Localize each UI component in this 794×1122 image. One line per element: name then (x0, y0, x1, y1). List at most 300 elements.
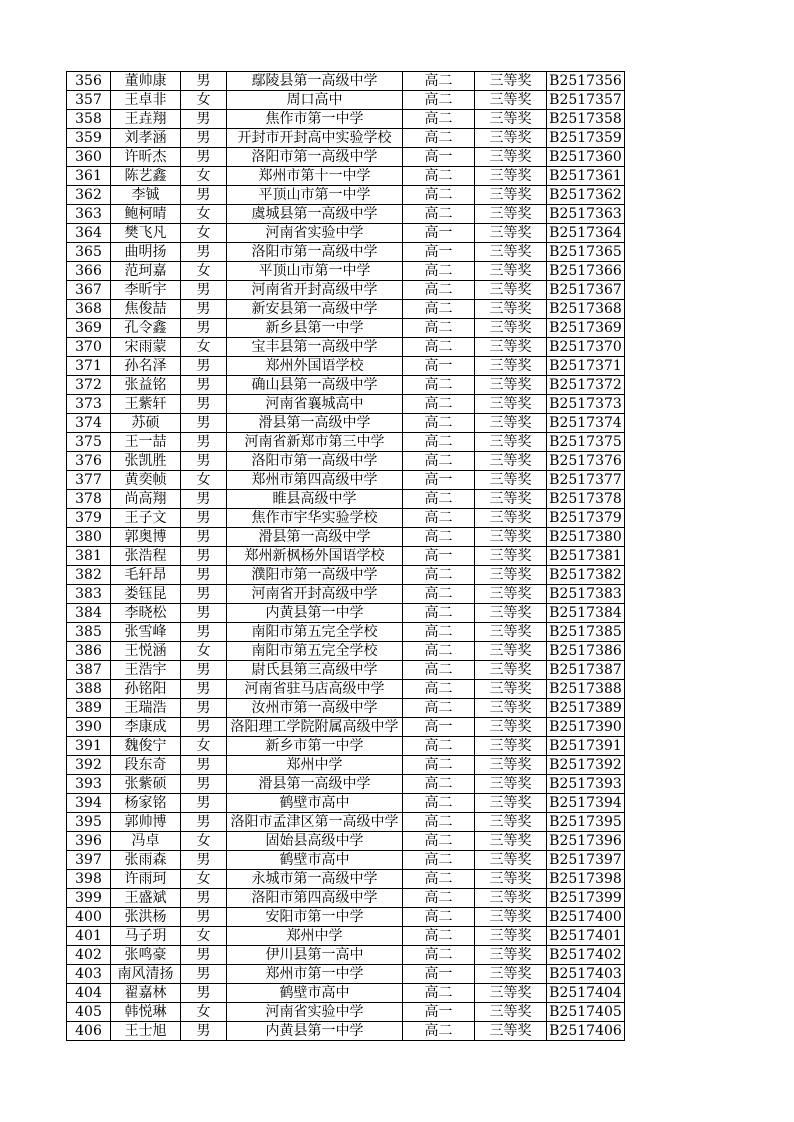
student-name-cell: 张鸣豪 (111, 946, 181, 965)
award-cell: 三等奖 (475, 528, 547, 547)
table-row (67, 91, 625, 110)
school-cell: 虞城县第一高级中学 (227, 205, 403, 224)
row-number-cell: 395 (67, 813, 111, 832)
certificate-id-cell: B2517396 (547, 832, 625, 851)
row-number-cell: 402 (67, 946, 111, 965)
table-row (67, 680, 625, 699)
student-name-cell: 王悦涵 (111, 642, 181, 661)
table-row (67, 737, 625, 756)
grade-cell: 高一 (403, 718, 475, 737)
gender-cell: 男 (181, 395, 227, 414)
student-name-cell: 范珂嘉 (111, 262, 181, 281)
certificate-id-cell: B2517365 (547, 243, 625, 262)
gender-cell: 男 (181, 357, 227, 376)
grade-cell: 高二 (403, 72, 475, 91)
award-cell: 三等奖 (475, 984, 547, 1003)
school-cell: 内黄县第一中学 (227, 1022, 403, 1041)
table-row (67, 1022, 625, 1041)
gender-cell: 女 (181, 205, 227, 224)
award-cell: 三等奖 (475, 414, 547, 433)
certificate-id-cell: B2517359 (547, 129, 625, 148)
award-cell: 三等奖 (475, 642, 547, 661)
gender-cell: 男 (181, 414, 227, 433)
gender-cell: 女 (181, 737, 227, 756)
school-cell: 滑县第一高级中学 (227, 775, 403, 794)
row-number-cell: 369 (67, 319, 111, 338)
school-cell: 新安县第一高级中学 (227, 300, 403, 319)
table-row (67, 718, 625, 737)
row-number-cell: 358 (67, 110, 111, 129)
row-number-cell: 373 (67, 395, 111, 414)
student-name-cell: 王紫轩 (111, 395, 181, 414)
gender-cell: 男 (181, 129, 227, 148)
school-cell: 尉氏县第三高级中学 (227, 661, 403, 680)
row-number-cell: 380 (67, 528, 111, 547)
student-name-cell: 张雨森 (111, 851, 181, 870)
certificate-id-cell: B2517357 (547, 91, 625, 110)
gender-cell: 男 (181, 699, 227, 718)
gender-cell: 女 (181, 642, 227, 661)
gender-cell: 男 (181, 623, 227, 642)
grade-cell: 高二 (403, 433, 475, 452)
grade-cell: 高二 (403, 642, 475, 661)
award-cell: 三等奖 (475, 585, 547, 604)
gender-cell: 男 (181, 813, 227, 832)
award-cell: 三等奖 (475, 661, 547, 680)
student-name-cell: 李晓松 (111, 604, 181, 623)
certificate-id-cell: B2517387 (547, 661, 625, 680)
row-number-cell: 405 (67, 1003, 111, 1022)
gender-cell: 男 (181, 794, 227, 813)
student-name-cell: 张益铭 (111, 376, 181, 395)
student-name-cell: 宋雨蒙 (111, 338, 181, 357)
grade-cell: 高二 (403, 889, 475, 908)
row-number-cell: 386 (67, 642, 111, 661)
school-cell: 永城市第一高级中学 (227, 870, 403, 889)
award-cell: 三等奖 (475, 224, 547, 243)
gender-cell: 女 (181, 224, 227, 243)
award-cell: 三等奖 (475, 623, 547, 642)
award-cell: 三等奖 (475, 148, 547, 167)
student-name-cell: 张浩程 (111, 547, 181, 566)
student-name-cell: 王卓非 (111, 91, 181, 110)
school-cell: 滑县第一高级中学 (227, 414, 403, 433)
gender-cell: 男 (181, 490, 227, 509)
student-name-cell: 孙铭阳 (111, 680, 181, 699)
school-cell: 郑州外国语学校 (227, 357, 403, 376)
table-row (67, 509, 625, 528)
student-name-cell: 尚高翔 (111, 490, 181, 509)
student-name-cell: 李铖 (111, 186, 181, 205)
certificate-id-cell: B2517399 (547, 889, 625, 908)
row-number-cell: 388 (67, 680, 111, 699)
row-number-cell: 387 (67, 661, 111, 680)
school-cell: 郑州中学 (227, 756, 403, 775)
school-cell: 汝州市第一高级中学 (227, 699, 403, 718)
table-row (67, 395, 625, 414)
gender-cell: 男 (181, 946, 227, 965)
student-name-cell: 韩悦琳 (111, 1003, 181, 1022)
gender-cell: 男 (181, 661, 227, 680)
award-cell: 三等奖 (475, 1022, 547, 1041)
table-row (67, 927, 625, 946)
student-name-cell: 南风清扬 (111, 965, 181, 984)
gender-cell: 男 (181, 984, 227, 1003)
gender-cell: 男 (181, 452, 227, 471)
gender-cell: 女 (181, 927, 227, 946)
grade-cell: 高二 (403, 566, 475, 585)
certificate-id-cell: B2517379 (547, 509, 625, 528)
certificate-id-cell: B2517371 (547, 357, 625, 376)
table-row (67, 566, 625, 585)
award-cell: 三等奖 (475, 281, 547, 300)
award-cell: 三等奖 (475, 813, 547, 832)
award-cell: 三等奖 (475, 471, 547, 490)
grade-cell: 高二 (403, 832, 475, 851)
row-number-cell: 379 (67, 509, 111, 528)
table-row (67, 661, 625, 680)
gender-cell: 男 (181, 547, 227, 566)
gender-cell: 女 (181, 91, 227, 110)
row-number-cell: 365 (67, 243, 111, 262)
gender-cell: 男 (181, 509, 227, 528)
grade-cell: 高二 (403, 186, 475, 205)
certificate-id-cell: B2517373 (547, 395, 625, 414)
table-row (67, 528, 625, 547)
gender-cell: 男 (181, 889, 227, 908)
award-cell: 三等奖 (475, 452, 547, 471)
award-cell: 三等奖 (475, 946, 547, 965)
school-cell: 郑州市第四高级中学 (227, 471, 403, 490)
school-cell: 南阳市第五完全学校 (227, 642, 403, 661)
gender-cell: 男 (181, 851, 227, 870)
table-row (67, 262, 625, 281)
school-cell: 南阳市第五完全学校 (227, 623, 403, 642)
award-cell: 三等奖 (475, 319, 547, 338)
table-row (67, 224, 625, 243)
row-number-cell: 393 (67, 775, 111, 794)
grade-cell: 高二 (403, 414, 475, 433)
gender-cell: 男 (181, 718, 227, 737)
award-cell: 三等奖 (475, 243, 547, 262)
certificate-id-cell: B2517401 (547, 927, 625, 946)
gender-cell: 男 (181, 680, 227, 699)
certificate-id-cell: B2517384 (547, 604, 625, 623)
certificate-id-cell: B2517372 (547, 376, 625, 395)
grade-cell: 高二 (403, 775, 475, 794)
school-cell: 洛阳市第一高级中学 (227, 243, 403, 262)
table-row (67, 186, 625, 205)
certificate-id-cell: B2517386 (547, 642, 625, 661)
certificate-id-cell: B2517398 (547, 870, 625, 889)
school-cell: 固始县高级中学 (227, 832, 403, 851)
student-name-cell: 王盛斌 (111, 889, 181, 908)
certificate-id-cell: B2517380 (547, 528, 625, 547)
school-cell: 新乡县第一中学 (227, 319, 403, 338)
certificate-id-cell: B2517402 (547, 946, 625, 965)
grade-cell: 高二 (403, 376, 475, 395)
table-row (67, 794, 625, 813)
grade-cell: 高二 (403, 1022, 475, 1041)
award-cell: 三等奖 (475, 1003, 547, 1022)
certificate-id-cell: B2517388 (547, 680, 625, 699)
award-cell: 三等奖 (475, 338, 547, 357)
grade-cell: 高一 (403, 243, 475, 262)
table-row (67, 1003, 625, 1022)
award-cell: 三等奖 (475, 395, 547, 414)
award-cell: 三等奖 (475, 756, 547, 775)
certificate-id-cell: B2517389 (547, 699, 625, 718)
table-row (67, 167, 625, 186)
school-cell: 焦作市宇华实验学校 (227, 509, 403, 528)
award-cell: 三等奖 (475, 186, 547, 205)
grade-cell: 高二 (403, 680, 475, 699)
school-cell: 河南省襄城高中 (227, 395, 403, 414)
award-cell: 三等奖 (475, 262, 547, 281)
school-cell: 河南省开封高级中学 (227, 281, 403, 300)
school-cell: 鹤壁市高中 (227, 851, 403, 870)
school-cell: 鹤壁市高中 (227, 984, 403, 1003)
certificate-id-cell: B2517362 (547, 186, 625, 205)
table-row (67, 452, 625, 471)
award-cell: 三等奖 (475, 604, 547, 623)
table-row (67, 623, 625, 642)
table-row (67, 414, 625, 433)
grade-cell: 高二 (403, 699, 475, 718)
school-cell: 河南省实验中学 (227, 224, 403, 243)
gender-cell: 男 (181, 585, 227, 604)
grade-cell: 高二 (403, 528, 475, 547)
certificate-id-cell: B2517360 (547, 148, 625, 167)
student-name-cell: 王子文 (111, 509, 181, 528)
school-cell: 周口高中 (227, 91, 403, 110)
grade-cell: 高二 (403, 851, 475, 870)
certificate-id-cell: B2517361 (547, 167, 625, 186)
row-number-cell: 383 (67, 585, 111, 604)
row-number-cell: 368 (67, 300, 111, 319)
certificate-id-cell: B2517383 (547, 585, 625, 604)
row-number-cell: 398 (67, 870, 111, 889)
school-cell: 郑州中学 (227, 927, 403, 946)
award-cell: 三等奖 (475, 376, 547, 395)
row-number-cell: 371 (67, 357, 111, 376)
award-cell: 三等奖 (475, 72, 547, 91)
student-name-cell: 王一喆 (111, 433, 181, 452)
school-cell: 河南省驻马店高级中学 (227, 680, 403, 699)
certificate-id-cell: B2517405 (547, 1003, 625, 1022)
row-number-cell: 382 (67, 566, 111, 585)
award-cell: 三等奖 (475, 927, 547, 946)
award-cell: 三等奖 (475, 965, 547, 984)
table-row (67, 72, 625, 91)
table-row (67, 642, 625, 661)
certificate-id-cell: B2517394 (547, 794, 625, 813)
award-cell: 三等奖 (475, 851, 547, 870)
row-number-cell: 400 (67, 908, 111, 927)
student-name-cell: 曲明扬 (111, 243, 181, 262)
certificate-id-cell: B2517367 (547, 281, 625, 300)
row-number-cell: 357 (67, 91, 111, 110)
grade-cell: 高二 (403, 737, 475, 756)
gender-cell: 男 (181, 775, 227, 794)
student-name-cell: 郭奥博 (111, 528, 181, 547)
school-cell: 洛阳市第四高级中学 (227, 889, 403, 908)
grade-cell: 高二 (403, 927, 475, 946)
table-row (67, 129, 625, 148)
student-name-cell: 董帅康 (111, 72, 181, 91)
student-name-cell: 李昕宇 (111, 281, 181, 300)
school-cell: 滑县第一高级中学 (227, 528, 403, 547)
certificate-id-cell: B2517390 (547, 718, 625, 737)
award-cell: 三等奖 (475, 91, 547, 110)
school-cell: 鄢陵县第一高级中学 (227, 72, 403, 91)
award-cell: 三等奖 (475, 167, 547, 186)
award-cell: 三等奖 (475, 680, 547, 699)
grade-cell: 高二 (403, 281, 475, 300)
school-cell: 宝丰县第一高级中学 (227, 338, 403, 357)
school-cell: 伊川县第一高中 (227, 946, 403, 965)
row-number-cell: 391 (67, 737, 111, 756)
grade-cell: 高二 (403, 509, 475, 528)
grade-cell: 高二 (403, 585, 475, 604)
gender-cell: 男 (181, 756, 227, 775)
gender-cell: 男 (181, 319, 227, 338)
table-row (67, 984, 625, 1003)
gender-cell: 男 (181, 281, 227, 300)
table-row (67, 471, 625, 490)
award-cell: 三等奖 (475, 794, 547, 813)
student-name-cell: 焦俊喆 (111, 300, 181, 319)
row-number-cell: 389 (67, 699, 111, 718)
gender-cell: 男 (181, 243, 227, 262)
certificate-id-cell: B2517378 (547, 490, 625, 509)
certificate-id-cell: B2517392 (547, 756, 625, 775)
grade-cell: 高二 (403, 262, 475, 281)
grade-cell: 高二 (403, 908, 475, 927)
gender-cell: 女 (181, 167, 227, 186)
gender-cell: 女 (181, 471, 227, 490)
grade-cell: 高一 (403, 547, 475, 566)
table-row (67, 604, 625, 623)
school-cell: 内黄县第一中学 (227, 604, 403, 623)
certificate-id-cell: B2517366 (547, 262, 625, 281)
award-cell: 三等奖 (475, 129, 547, 148)
award-cell: 三等奖 (475, 433, 547, 452)
grade-cell: 高二 (403, 452, 475, 471)
award-cell: 三等奖 (475, 870, 547, 889)
gender-cell: 男 (181, 376, 227, 395)
table-row (67, 547, 625, 566)
row-number-cell: 381 (67, 547, 111, 566)
award-cell: 三等奖 (475, 699, 547, 718)
school-cell: 郑州市第一中学 (227, 965, 403, 984)
award-cell: 三等奖 (475, 775, 547, 794)
award-cell: 三等奖 (475, 490, 547, 509)
grade-cell: 高二 (403, 490, 475, 509)
grade-cell: 高二 (403, 129, 475, 148)
student-name-cell: 许雨珂 (111, 870, 181, 889)
table-row (67, 281, 625, 300)
school-cell: 濮阳市第一高级中学 (227, 566, 403, 585)
certificate-id-cell: B2517381 (547, 547, 625, 566)
grade-cell: 高二 (403, 870, 475, 889)
gender-cell: 男 (181, 908, 227, 927)
table-row (67, 243, 625, 262)
table-row (67, 851, 625, 870)
student-name-cell: 黄奕帧 (111, 471, 181, 490)
school-cell: 洛阳市第一高级中学 (227, 148, 403, 167)
table-row (67, 205, 625, 224)
table-row (67, 148, 625, 167)
grade-cell: 高二 (403, 395, 475, 414)
table-body (67, 72, 625, 1041)
award-cell: 三等奖 (475, 908, 547, 927)
certificate-id-cell: B2517406 (547, 1022, 625, 1041)
table-row (67, 357, 625, 376)
student-name-cell: 魏俊宁 (111, 737, 181, 756)
student-name-cell: 翟嘉林 (111, 984, 181, 1003)
table-row (67, 338, 625, 357)
certificate-id-cell: B2517375 (547, 433, 625, 452)
school-cell: 郑州新枫杨外国语学校 (227, 547, 403, 566)
student-name-cell: 王士旭 (111, 1022, 181, 1041)
grade-cell: 高二 (403, 756, 475, 775)
award-cell: 三等奖 (475, 300, 547, 319)
row-number-cell: 366 (67, 262, 111, 281)
certificate-id-cell: B2517368 (547, 300, 625, 319)
student-name-cell: 张凯胜 (111, 452, 181, 471)
grade-cell: 高二 (403, 661, 475, 680)
award-list-table (66, 71, 625, 1041)
school-cell: 开封市开封高中实验学校 (227, 129, 403, 148)
row-number-cell: 364 (67, 224, 111, 243)
grade-cell: 高一 (403, 357, 475, 376)
grade-cell: 高二 (403, 946, 475, 965)
grade-cell: 高二 (403, 984, 475, 1003)
certificate-id-cell: B2517404 (547, 984, 625, 1003)
table-row (67, 889, 625, 908)
row-number-cell: 359 (67, 129, 111, 148)
school-cell: 河南省开封高级中学 (227, 585, 403, 604)
school-cell: 平顶山市第一中学 (227, 262, 403, 281)
gender-cell: 男 (181, 528, 227, 547)
row-number-cell: 397 (67, 851, 111, 870)
certificate-id-cell: B2517400 (547, 908, 625, 927)
table-row (67, 965, 625, 984)
row-number-cell: 392 (67, 756, 111, 775)
row-number-cell: 372 (67, 376, 111, 395)
gender-cell: 男 (181, 72, 227, 91)
grade-cell: 高二 (403, 794, 475, 813)
table-row (67, 756, 625, 775)
grade-cell: 高二 (403, 319, 475, 338)
certificate-id-cell: B2517397 (547, 851, 625, 870)
row-number-cell: 384 (67, 604, 111, 623)
table-row (67, 775, 625, 794)
row-number-cell: 370 (67, 338, 111, 357)
row-number-cell: 404 (67, 984, 111, 1003)
table-row (67, 832, 625, 851)
certificate-id-cell: B2517363 (547, 205, 625, 224)
certificate-id-cell: B2517370 (547, 338, 625, 357)
row-number-cell: 377 (67, 471, 111, 490)
grade-cell: 高二 (403, 813, 475, 832)
student-name-cell: 许昕杰 (111, 148, 181, 167)
certificate-id-cell: B2517356 (547, 72, 625, 91)
grade-cell: 高一 (403, 148, 475, 167)
grade-cell: 高一 (403, 965, 475, 984)
row-number-cell: 403 (67, 965, 111, 984)
